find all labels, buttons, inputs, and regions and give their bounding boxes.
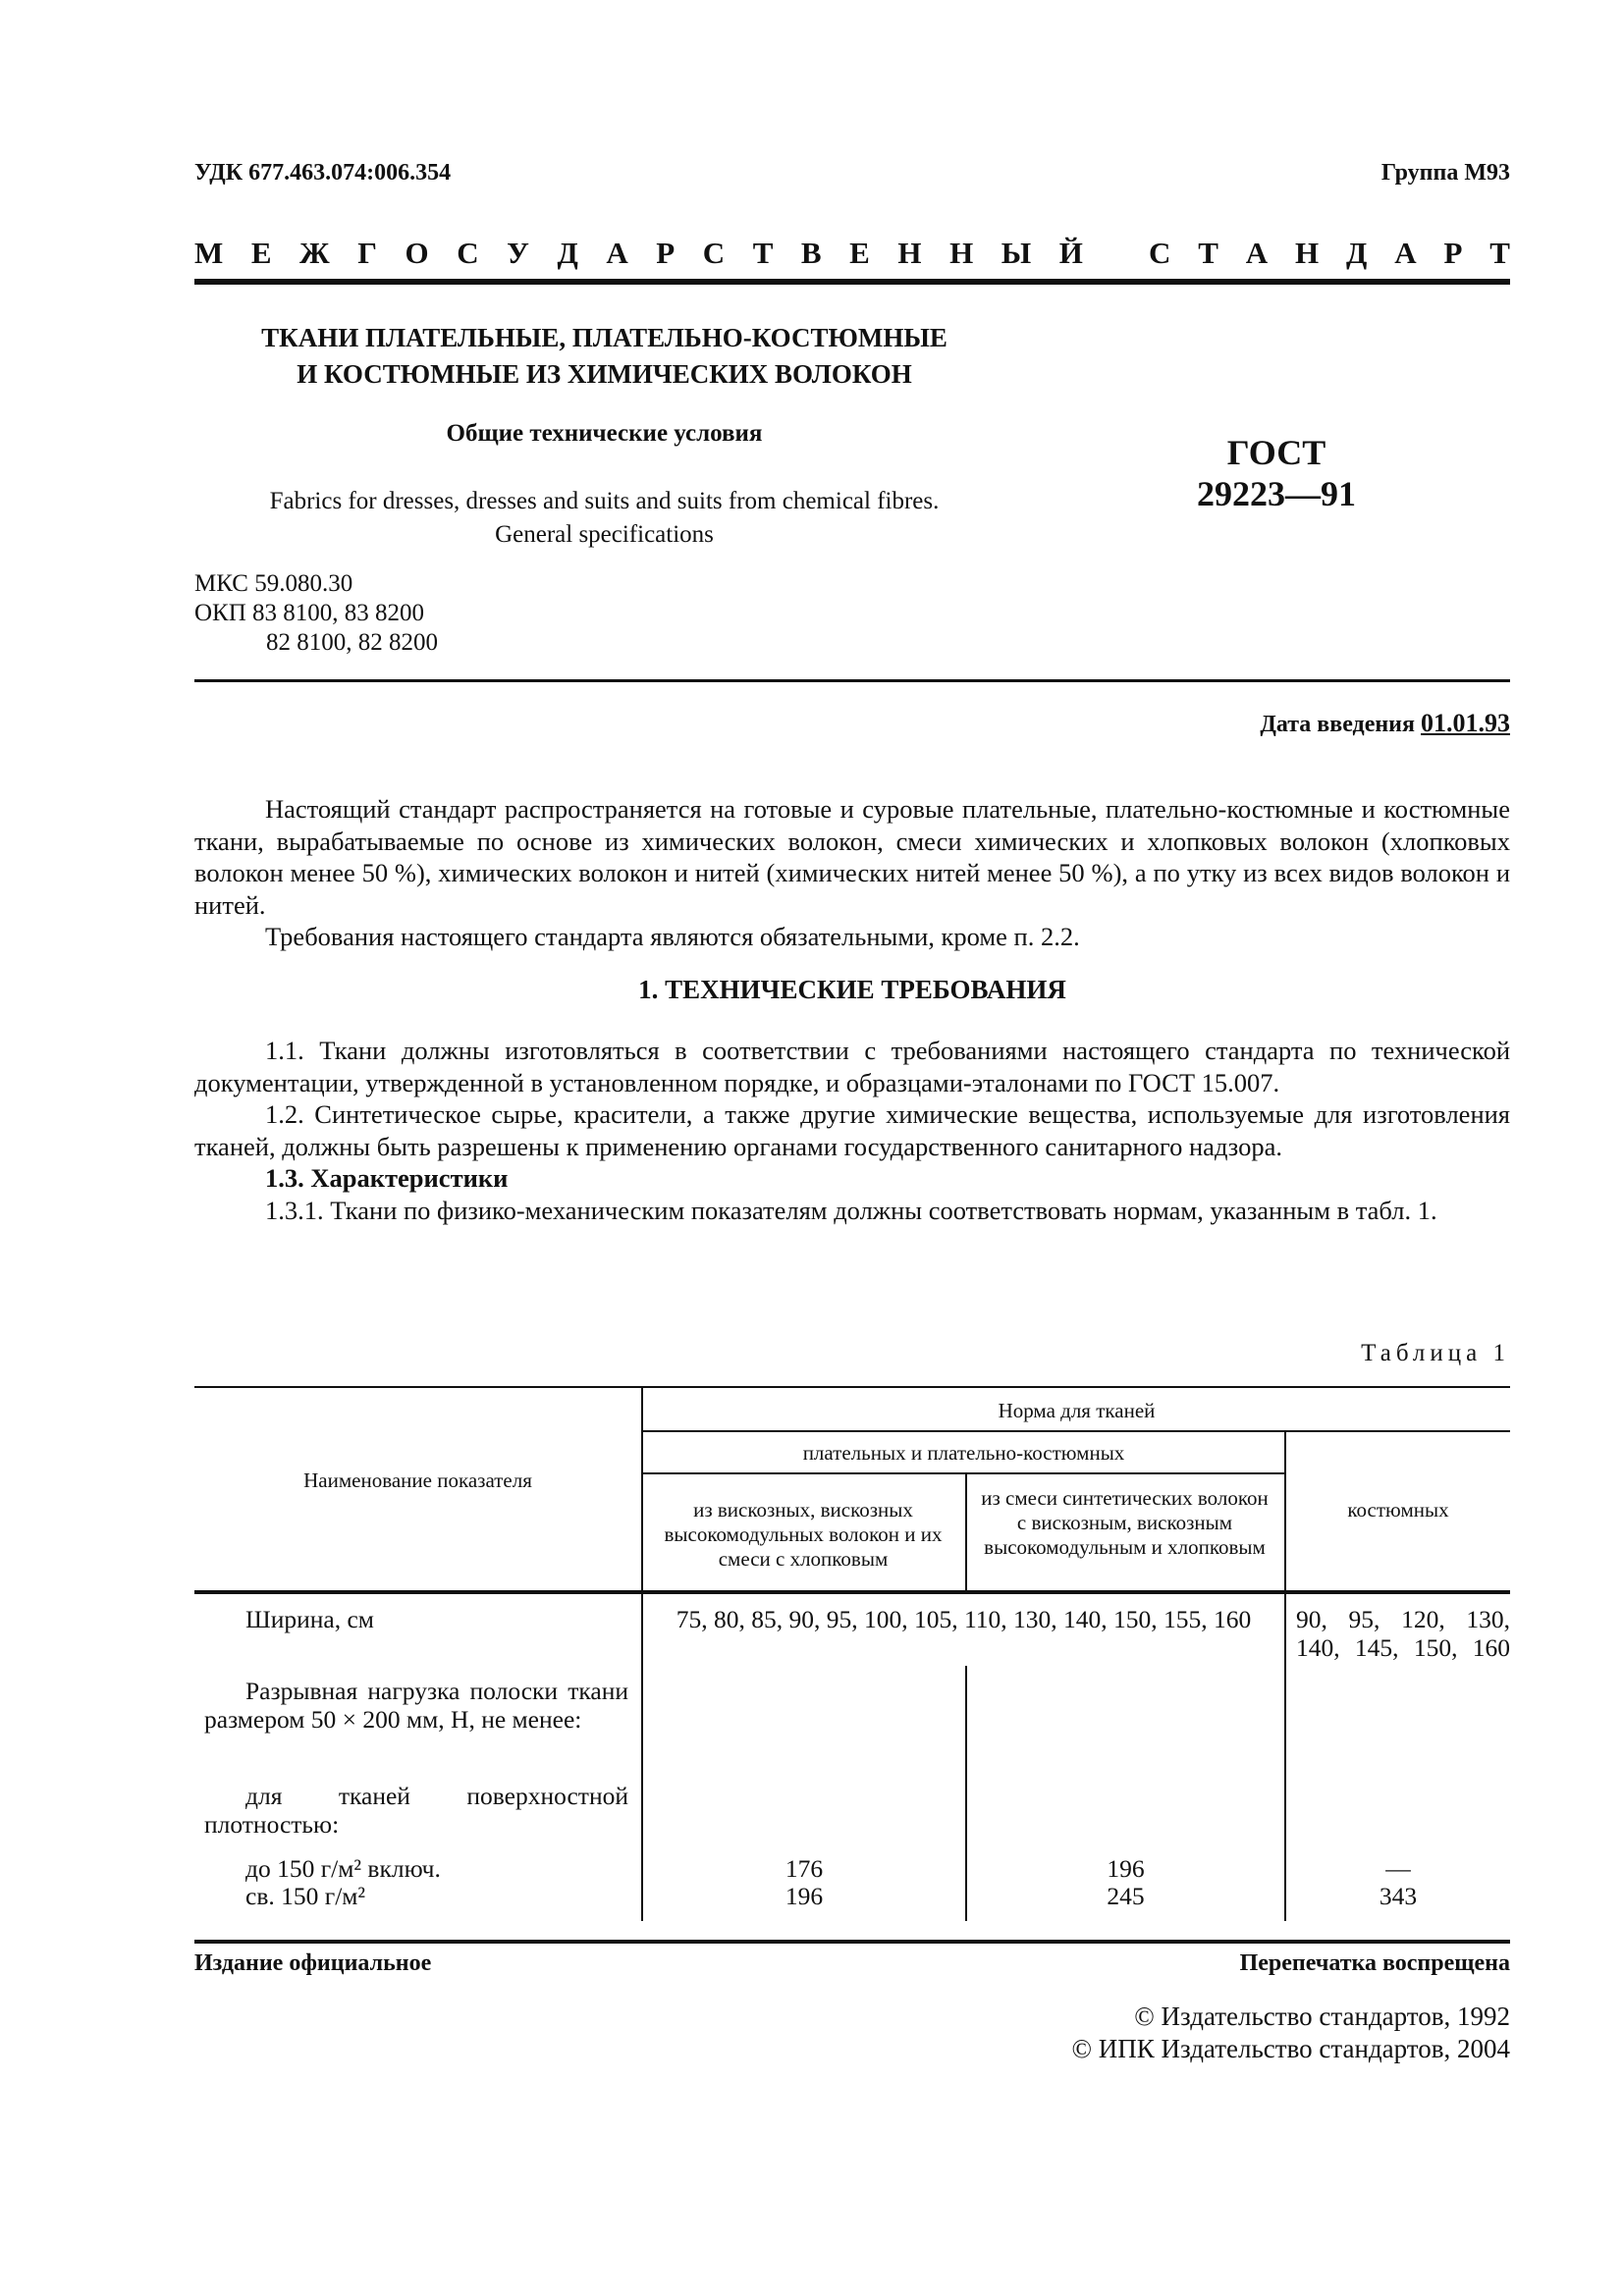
document-title	[194, 320, 1014, 393]
introduction-date	[1260, 709, 1510, 738]
row-density-upto-150-col2: 196	[1107, 1854, 1145, 1883]
english-title-line-1: Fabrics for dresses, dresses and suits and suits from chemical fibres.	[269, 488, 940, 514]
paragraph-1-2: 1.2. Синтетическое сырье, красители, а также другие химические вещества, используемые для изготовления тканей, должны быть разрешены к применению органами государственного санитарного надзора.	[194, 1099, 1510, 1161]
interstate-standard-banner	[194, 236, 1510, 271]
header-dress: плательных и плательно-костюмных	[802, 1441, 1125, 1465]
okp-code-line-1: ОКП 83 8100, 83 8200	[194, 600, 425, 626]
row-density-over-150-col2: 245	[1107, 1882, 1145, 1910]
row-density-upto-150-col3: —	[1385, 1854, 1411, 1883]
row-width-suit-line-2: 140, 145, 150, 160	[1296, 1633, 1510, 1662]
group-code: Группа М93	[1380, 160, 1510, 186]
copyright-1992: © Издательство стандартов, 1992	[1134, 2002, 1510, 2031]
gost-label: ГОСТ	[1226, 433, 1326, 472]
table-vline-1	[641, 1386, 643, 1921]
row-width-suit-values	[1296, 1605, 1510, 1662]
table-vline-2-header	[965, 1473, 967, 1592]
row-width-dress-values: 75, 80, 85, 90, 95, 100, 105, 110, 130, 140, 150, 155, 160	[676, 1605, 1252, 1633]
okp-code-line-2: 82 8100, 82 8200	[266, 629, 438, 656]
english-title	[194, 485, 1014, 552]
row-density-upto-150-label: до 150 г/м² включ.	[245, 1854, 441, 1883]
middle-rule	[194, 679, 1510, 682]
row-density-label: для тканей поверхностной плотностью:	[204, 1782, 628, 1839]
top-rule	[194, 279, 1510, 285]
header-col-viscose: из вискозных, вискозных высокомодульных волокон и их смеси с хлопковым	[664, 1498, 943, 1571]
row-density-over-150-col3: 343	[1379, 1882, 1418, 1910]
mandatory-paragraph: Требования настоящего стандарта являются обязательными, кроме п. 2.2.	[265, 922, 1080, 951]
reprint-prohibited: Перепечатка воспрещена	[1239, 1950, 1510, 1976]
standard-word: С Т А Н Д А Р Т	[1149, 236, 1510, 270]
header-norm: Норма для тканей	[998, 1399, 1156, 1422]
row-width-suit-line-1: 90, 95, 120, 130,	[1296, 1605, 1510, 1633]
mks-code: МКС 59.080.30	[194, 570, 353, 597]
row-density-over-150-label: св. 150 г/м²	[245, 1882, 366, 1910]
title-line-2: И КОСТЮМНЫЕ ИЗ ХИМИЧЕСКИХ ВОЛОКОН	[297, 359, 912, 389]
interstate-word: М Е Ж Г О С У Д А Р С Т В Е Н Н Ы Й	[194, 236, 1083, 270]
document-subtitle: Общие технические условия	[446, 420, 763, 447]
row-density-upto-150-col1: 176	[784, 1854, 824, 1883]
copyright-2004: © ИПК Издательство стандартов, 2004	[1071, 2034, 1510, 2063]
body-text	[194, 793, 1510, 1226]
row-width-label: Ширина, см	[245, 1605, 374, 1633]
table-header-bottom-border	[194, 1590, 1510, 1594]
paragraph-1-3-heading: 1.3. Характеристики	[265, 1163, 509, 1193]
title-line-1: ТКАНИ ПЛАТЕЛЬНЫЕ, ПЛАТЕЛЬНО-КОСТЮМНЫЕ	[261, 323, 947, 352]
paragraph-1-3-1: 1.3.1. Ткани по физико-механическим показателям должны соответствовать нормам, указанным в табл. 1.	[265, 1195, 1437, 1225]
header-indicator: Наименование показателя	[303, 1468, 532, 1492]
paragraph-1-1: 1.1. Ткани должны изготовляться в соответствии с требованиями настоящего стандарта по технической документации, утвержденной в установленном порядке, и образцами-эталонами по ГОСТ 15.007.	[194, 1036, 1510, 1097]
copyright-block	[1072, 2001, 1511, 2065]
section-heading: 1. ТЕХНИЧЕСКИЕ ТРЕБОВАНИЯ	[638, 974, 1066, 1004]
header-col-suit: костюмных	[1347, 1498, 1449, 1522]
official-edition: Издание официальное	[194, 1950, 432, 1976]
scope-paragraph: Настоящий стандарт распространяется на готовые и суровые плательные, плательно-костюмные и костюмные ткани, вырабатываемые по основе из химических волокон, смеси химических и хлопковых волокон (хлопковых волокон менее 50 %), химических волокон и нитей (химических нитей менее 50 %), а по утку из всех видов волокон и нитей.	[194, 794, 1510, 920]
table-top-border	[194, 1386, 1510, 1388]
row-breaking-load-label: Разрывная нагрузка полоски ткани размером 50 × 200 мм, Н, не менее:	[204, 1677, 628, 1734]
table-norm-rule	[641, 1430, 1510, 1432]
gost-code: 29223—91	[1197, 474, 1356, 513]
table-dress-rule	[641, 1472, 1284, 1474]
row-density-over-150-col1: 196	[784, 1882, 824, 1910]
introduction-date-label: Дата введения	[1260, 712, 1415, 737]
table-caption: Таблица 1	[1361, 1340, 1510, 1366]
header-col-synthetic: из смеси синтетических волокон с вискозным, вискозным высокомодульным и хлопковым	[981, 1486, 1269, 1559]
introduction-date-value: 01.01.93	[1421, 709, 1510, 737]
gost-number	[1080, 432, 1473, 514]
classification-codes	[194, 569, 438, 658]
english-title-line-2: General specifications	[495, 521, 714, 548]
udc-code: УДК 677.463.074:006.354	[194, 160, 452, 186]
bottom-rule	[194, 1940, 1510, 1944]
